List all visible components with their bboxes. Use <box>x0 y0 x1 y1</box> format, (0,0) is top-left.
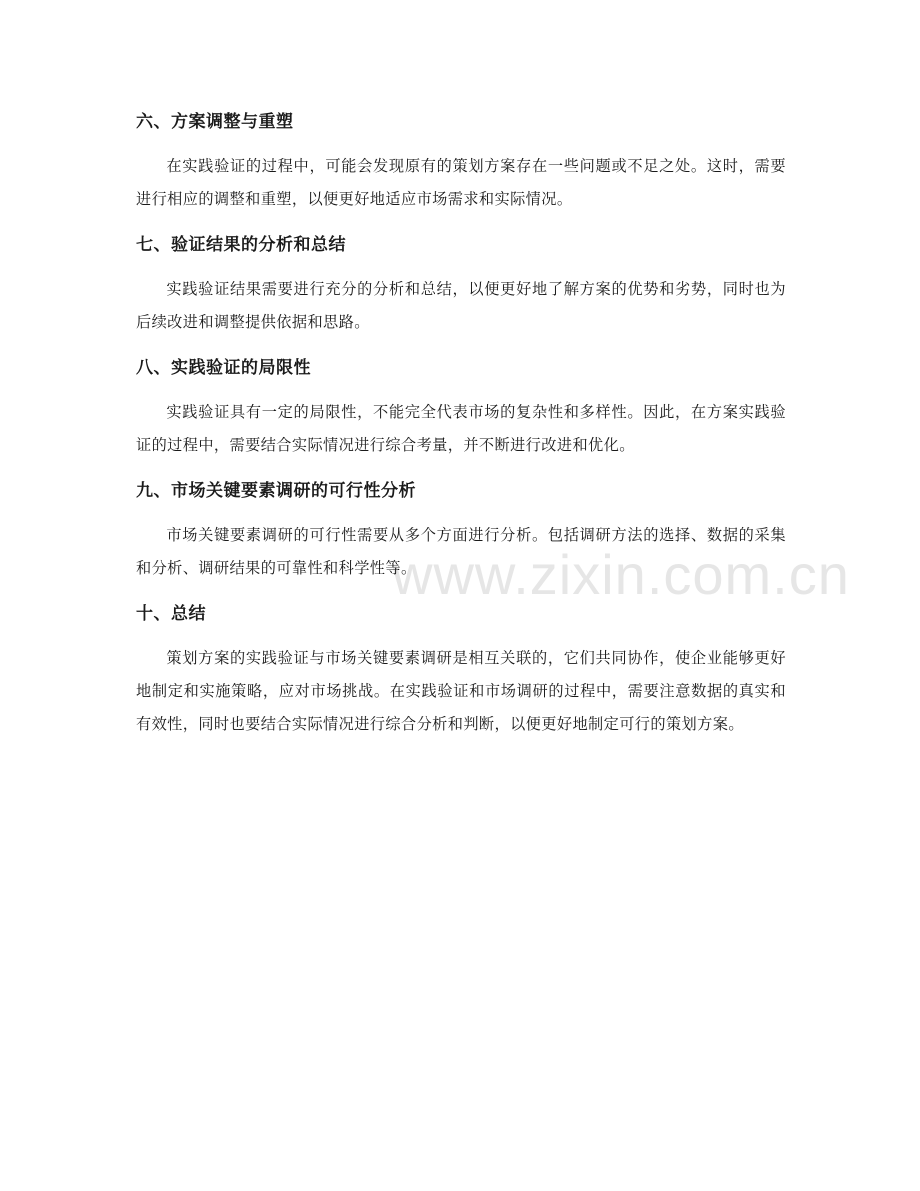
section-paragraph: 在实践验证的过程中，可能会发现原有的策划方案存在一些问题或不足之处。这时，需要进行相应的调整和重塑，以便更好地适应市场需求和实际情况。 <box>136 157 786 208</box>
section-8 <box>136 352 786 462</box>
watermark: www.zixin.com.cn <box>392 543 850 606</box>
section-paragraph: 实践验证结果需要进行充分的分析和总结，以便更好地了解方案的优势和劣势，同时也为后续改进和调整提供依据和思路。 <box>136 280 786 331</box>
section-paragraph: 市场关键要素调研的可行性需要从多个方面进行分析。包括调研方法的选择、数据的采集和分析、调研结果的可靠性和科学性等。 <box>136 526 786 577</box>
section-7 <box>136 229 786 339</box>
section-9 <box>136 475 786 585</box>
document-body <box>136 106 786 754</box>
section-heading: 八、实践验证的局限性 <box>136 358 311 378</box>
section-heading: 七、验证结果的分析和总结 <box>136 235 346 255</box>
section-heading: 九、市场关键要素调研的可行性分析 <box>136 481 416 501</box>
section-paragraph: 策划方案的实践验证与市场关键要素调研是相互关联的，它们共同协作，使企业能够更好地制定和实施策略，应对市场挑战。在实践验证和市场调研的过程中，需要注意数据的真实和有效性，同时也要结合实际情况进行综合分析和判断，以便更好地制定可行的策划方案。 <box>136 649 786 733</box>
section-6 <box>136 106 786 216</box>
section-heading: 六、方案调整与重塑 <box>136 112 294 132</box>
section-heading: 十、总结 <box>136 604 206 624</box>
section-paragraph: 实践验证具有一定的局限性，不能完全代表市场的复杂性和多样性。因此，在方案实践验证的过程中，需要结合实际情况进行综合考量，并不断进行改进和优化。 <box>136 403 786 454</box>
section-10 <box>136 598 786 741</box>
